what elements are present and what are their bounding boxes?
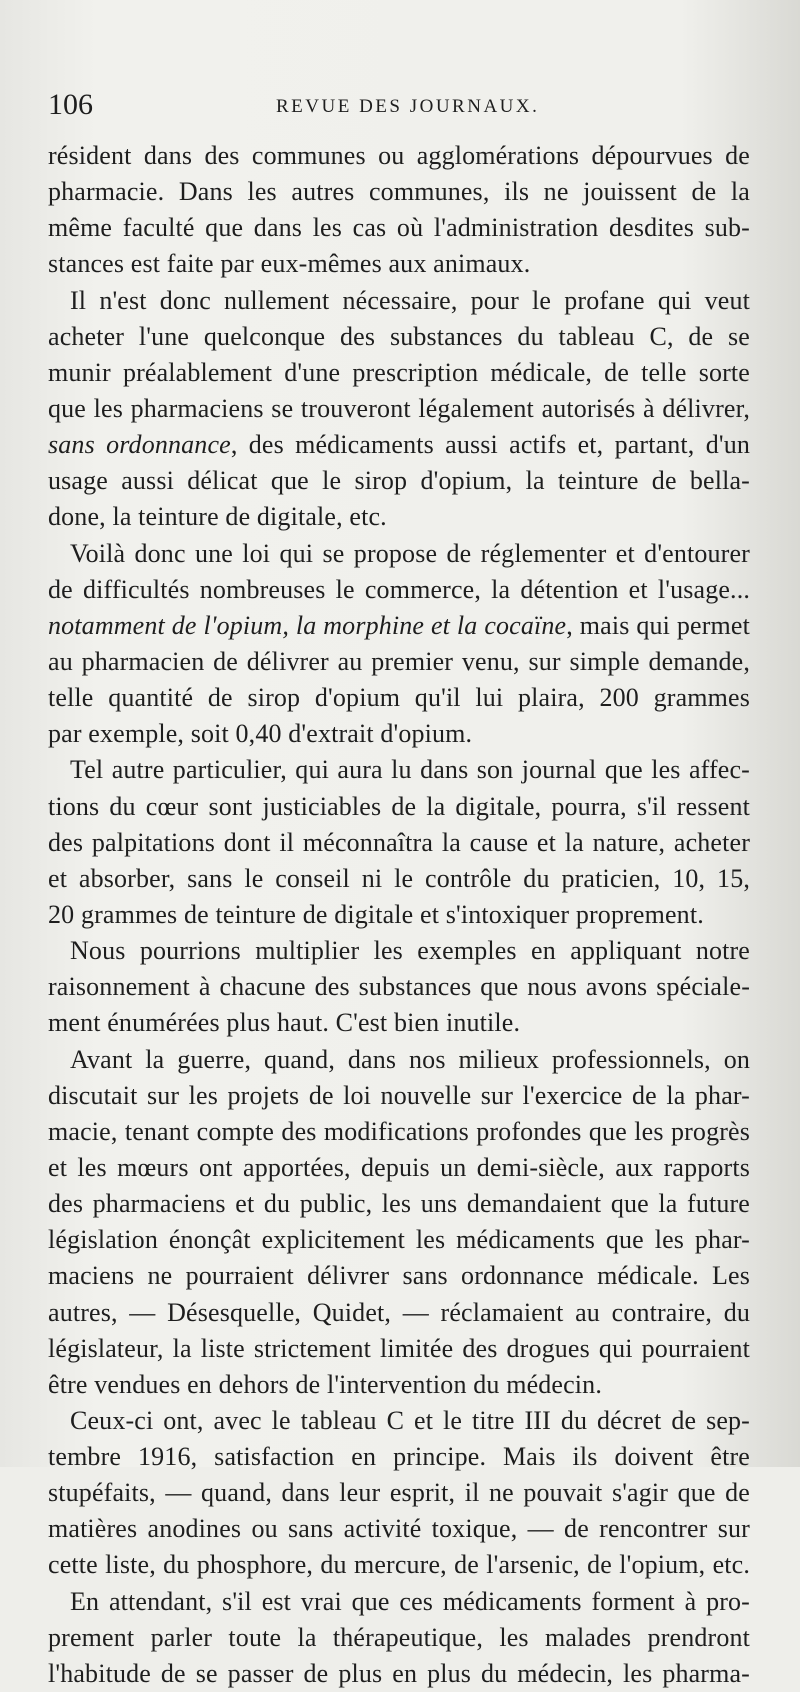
text-line: stances est faite par eux-mêmes aux animaux. <box>48 249 531 279</box>
paragraph-start-line: Ceux-ci ont, avec le tableau C et le titre III du décret de sep- <box>70 1405 750 1435</box>
paragraph-start-line: Il n'est donc nullement nécessaire, pour le profane qui veut <box>70 285 750 315</box>
paragraph-start-line: En attendant, s'il est vrai que ces médicaments forment à pro- <box>70 1586 750 1616</box>
text-line-with-italic <box>48 608 750 644</box>
text-line: matières anodines ou sans activité toxique, — de rencontrer sur <box>48 1514 750 1544</box>
text-line: et absorber, sans le conseil ni le contrôle du praticien, 10, 15, <box>48 863 750 893</box>
text-line: l'habitude de se passer de plus en plus du médecin, les pharma- <box>48 1658 750 1688</box>
text-line: être vendues en dehors de l'intervention du médecin. <box>48 1369 602 1399</box>
italic-phrase: notamment de l'opium, la morphine et la cocaïne <box>48 610 567 640</box>
text-line: macie, tenant compte des modifications profondes que les progrès <box>48 1116 750 1146</box>
text-line: done, la teinture de digitale, etc. <box>48 502 387 532</box>
text-line: des pharmaciens et du public, les uns demandaient que la future <box>48 1189 750 1219</box>
text-line: des palpitations dont il méconnaîtra la cause et la nature, acheter <box>48 827 750 857</box>
paragraph-start-line: Nous pourrions multiplier les exemples en appliquant notre <box>70 936 750 966</box>
text-line: et les mœurs ont apportées, depuis un demi-siècle, aux rapports <box>48 1152 750 1182</box>
page-header <box>48 88 748 128</box>
text-line: maciens ne pourraient délivrer sans ordonnance médicale. Les <box>48 1261 750 1291</box>
text-line: tembre 1916, satisfaction en principe. Mais ils doivent être <box>48 1442 750 1472</box>
text-line: stupéfaits, — quand, dans leur esprit, il ne pouvait s'agir que de <box>48 1478 750 1508</box>
text-line: autres, — Désesquelle, Quidet, — réclamaient au contraire, du <box>48 1297 750 1327</box>
text-line: raisonnement à chacune des substances que nous avons spéciale- <box>48 972 750 1002</box>
text-line: usage aussi délicat que le sirop d'opium, la teinture de bella- <box>48 466 750 496</box>
text-line: cette liste, du phosphore, du mercure, de l'arsenic, de l'opium, etc. <box>48 1550 750 1580</box>
paragraph-start-line: Avant la guerre, quand, dans nos milieux professionnels, on <box>70 1044 750 1074</box>
text-line: prement parler toute la thérapeutique, les malades prendront <box>48 1622 750 1652</box>
text-line: législateur, la liste strictement limitée des drogues qui pourraient <box>48 1333 750 1363</box>
text-line: même faculté que dans les cas où l'administration desdites sub- <box>48 213 750 243</box>
text-line: acheter l'une quelconque des substances du tableau C, de se <box>48 321 750 351</box>
text-line: par exemple, soit 0,40 d'extrait d'opium. <box>48 719 473 749</box>
text-line: législation énonçât explicitement les médicaments que les phar- <box>48 1225 750 1255</box>
paragraph-start-line: Voilà donc une loi qui se propose de réglementer et d'entourer <box>70 538 750 568</box>
line-remainder: , mais qui permet <box>566 610 750 640</box>
running-head: REVUE DES JOURNAUX. <box>276 96 540 117</box>
text-line: munir préalablement d'une prescription médicale, de telle sorte <box>48 357 750 387</box>
italic-phrase: sans ordonnance <box>48 430 231 460</box>
text-line: au pharmacien de délivrer au premier venu, sur simple demande, <box>48 646 750 676</box>
text-line: que les pharmaciens se trouveront légalement autorisés à délivrer, <box>48 393 750 423</box>
paragraph-start-line: Tel autre particulier, qui aura lu dans son journal que les affec- <box>70 755 750 785</box>
text-line: discutait sur les projets de loi nouvelle sur l'exercice de la phar- <box>48 1080 750 1110</box>
body-text <box>48 138 750 1692</box>
text-line: ment énumérées plus haut. C'est bien inutile. <box>48 1008 521 1038</box>
text-line: tions du cœur sont justiciables de la digitale, pourra, s'il ressent <box>48 791 750 821</box>
text-line: pharmacie. Dans les autres communes, ils ne jouissent de la <box>48 177 750 207</box>
page-number: 106 <box>48 88 93 121</box>
text-line: résident dans des communes ou agglomérations dépourvues de <box>48 141 750 170</box>
text-line: 20 grammes de teinture de digitale et s'intoxiquer proprement. <box>48 899 704 929</box>
text-line-with-italic <box>48 427 750 463</box>
line-remainder: , des médicaments aussi actifs et, partant, d'un <box>230 430 750 460</box>
text-line: de difficultés nombreuses le commerce, la détention et l'usage... <box>48 574 750 604</box>
text-line: telle quantité de sirop d'opium qu'il lui plaira, 200 grammes <box>48 683 750 713</box>
